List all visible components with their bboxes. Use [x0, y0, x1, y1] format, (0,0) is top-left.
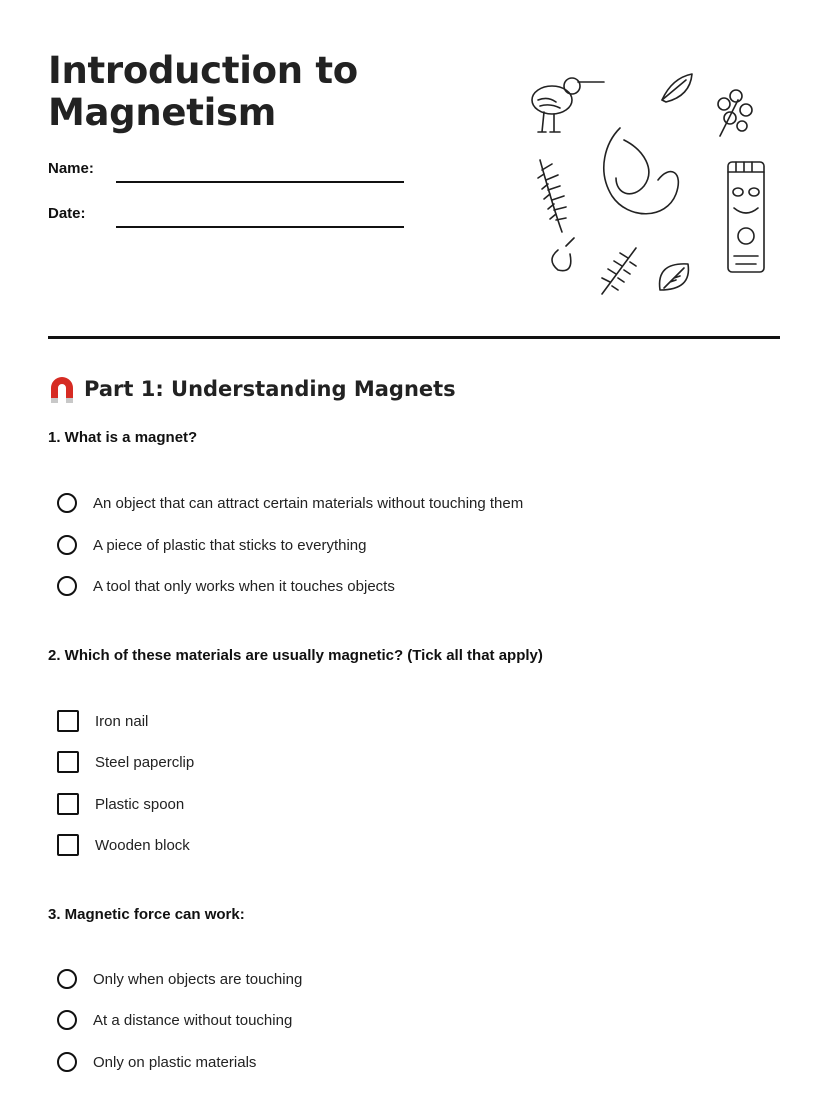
option-label: Only when objects are touching — [93, 970, 303, 988]
radio-button[interactable] — [57, 1052, 77, 1072]
fern-leaf-icon — [602, 248, 636, 294]
option-label: An object that can attract certain materials without touching them — [93, 494, 524, 512]
illustration-cluster — [520, 60, 770, 300]
radio-button[interactable] — [57, 493, 77, 513]
question-3-option-3[interactable] — [57, 1049, 256, 1075]
question-1-option-1[interactable] — [57, 490, 523, 516]
kiwi-bird-icon — [532, 78, 604, 132]
name-label: Name: — [48, 160, 94, 177]
option-label: A piece of plastic that sticks to everything — [93, 536, 367, 554]
option-label: Only on plastic materials — [93, 1053, 257, 1071]
radio-button[interactable] — [57, 969, 77, 989]
question-1-option-3[interactable] — [57, 573, 395, 599]
question-3-option-1[interactable] — [57, 966, 302, 992]
flower-branch-icon — [718, 90, 752, 136]
checkbox[interactable] — [57, 710, 79, 732]
option-label: Wooden block — [95, 836, 190, 854]
checkbox[interactable] — [57, 793, 79, 815]
radio-button[interactable] — [57, 576, 77, 596]
question-3-prompt: 3. Magnetic force can work: — [48, 906, 245, 923]
question-2-option-4[interactable] — [57, 832, 190, 858]
section-heading — [48, 374, 456, 404]
option-label: A tool that only works when it touches objects — [93, 577, 395, 595]
checkbox[interactable] — [57, 751, 79, 773]
question-1-prompt: 1. What is a magnet? — [48, 429, 198, 446]
option-label: Plastic spoon — [95, 795, 185, 813]
fern-sprout-icon — [552, 238, 574, 271]
question-2-prompt: 2. Which of these materials are usually magnetic? (Tick all that apply) — [48, 647, 543, 664]
page-title — [48, 50, 358, 134]
checkbox[interactable] — [57, 834, 79, 856]
date-input-line[interactable] — [116, 226, 404, 228]
radio-button[interactable] — [57, 1010, 77, 1030]
title-line-2: Magnetism — [48, 91, 276, 134]
question-2-option-2[interactable] — [57, 749, 194, 775]
date-label: Date: — [48, 205, 86, 222]
option-label: Iron nail — [95, 712, 149, 730]
title-line-1: Introduction to — [48, 49, 358, 92]
magnet-icon — [48, 374, 76, 404]
question-2-option-1[interactable] — [57, 708, 148, 734]
tiki-icon — [728, 162, 764, 272]
leaf-icon — [662, 74, 692, 102]
section-divider — [48, 336, 780, 339]
question-2-option-3[interactable] — [57, 791, 184, 817]
leaf-small-icon — [660, 264, 689, 290]
option-label: At a distance without touching — [93, 1011, 293, 1029]
section-title: Part 1: Understanding Magnets — [84, 377, 456, 401]
fern-icon — [538, 160, 566, 232]
question-3-option-2[interactable] — [57, 1007, 292, 1033]
koru-icon — [604, 128, 679, 214]
name-input-line[interactable] — [116, 181, 404, 183]
option-label: Steel paperclip — [95, 753, 195, 771]
question-1-option-2[interactable] — [57, 532, 366, 558]
radio-button[interactable] — [57, 535, 77, 555]
